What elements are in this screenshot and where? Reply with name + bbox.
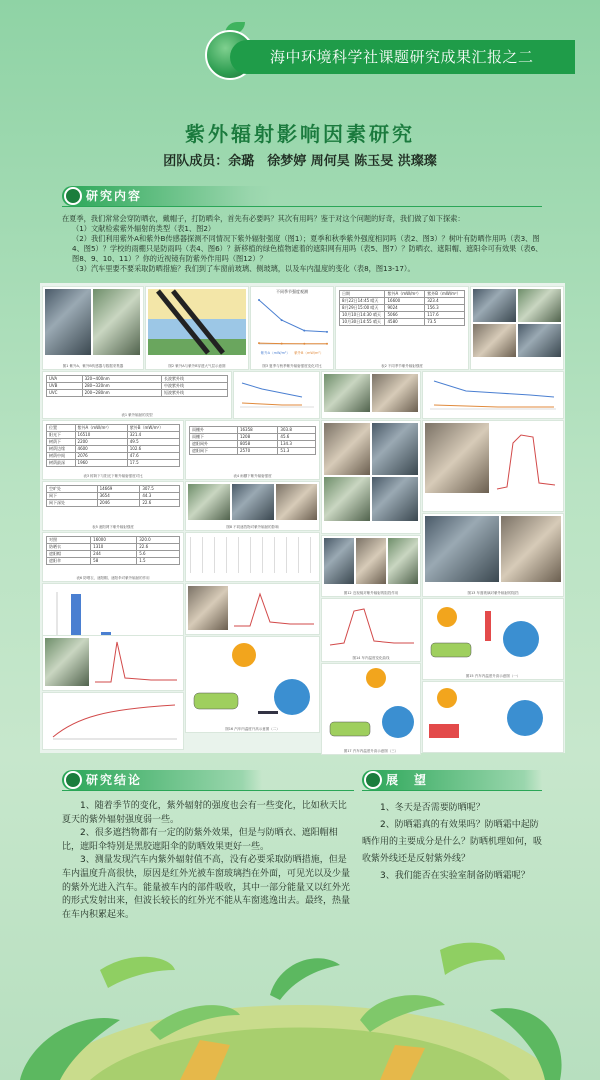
photo [45, 638, 89, 686]
table-cell: 44.3 [140, 493, 180, 500]
greenhouse-diagram [425, 684, 561, 744]
table-cell: UVA [47, 376, 83, 383]
intro-item: （2）我们利用紫外A和紫外B传感器探测不同情况下紫外辐射强度（图1）；夏季和秋季紫外强度相同吗（表2、图3）？树叶有防晒作用吗（表3、图4、图5）？学校的雨棚只是防雨吗（表4、图6）？新移植的绿色植物遮着的遮阳网有用吗（表5、图7）？防晒衣、遮阳帽、遮阳伞可有效果（表6、图8、9、10、11）？你的近视镜有防紫外作用吗（图12）？ [72, 234, 543, 263]
table-cell: 2570 [237, 448, 277, 455]
table-row [47, 544, 180, 551]
table-cell: 73.5 [425, 319, 465, 326]
photo [518, 324, 561, 357]
table-cell: 321.4 [127, 432, 179, 439]
table-row [47, 432, 180, 439]
table-cell: 遮阳伞 [47, 558, 91, 565]
photo [324, 374, 370, 412]
table-cell: 树荫中间 [47, 453, 76, 460]
table-cell: 134.3 [278, 441, 316, 448]
figure-caption: 图13 车窗玻璃对紫外辐射的阻挡 [467, 591, 519, 595]
table-row [47, 390, 228, 397]
table-6 [42, 532, 184, 582]
atmosphere-diagram [148, 289, 246, 355]
photo [388, 538, 418, 584]
table-2 [335, 286, 469, 370]
photo [324, 423, 370, 475]
data-point [281, 319, 283, 321]
table-cell: 17.5 [127, 460, 179, 467]
series-line [259, 300, 327, 332]
conclusion-text [62, 800, 354, 922]
figure-3-chart [250, 286, 334, 370]
outlook-item: 3、我们能否在实验室制备防晒霜呢？ [380, 871, 530, 881]
earth-icon [64, 771, 82, 789]
series-line [259, 343, 327, 344]
table-header: 日期 [340, 291, 385, 298]
table-5 [42, 481, 184, 531]
table-cell: 长波紫外线 [161, 376, 227, 383]
photo [425, 423, 489, 493]
table-cell: 58 [91, 558, 137, 565]
table-cell: 8月29日15:00 晴天 [340, 305, 385, 312]
table-cell: 22.6 [137, 544, 180, 551]
table-cell: 中波紫外线 [161, 383, 227, 390]
table-cell: 320.0 [137, 537, 180, 544]
conclusion-paragraph: 1、随着季节的变化，紫外辐射的强度也会有一些变化，比如秋天比夏天的紫外辐射强度弱一些。 [62, 801, 347, 825]
photo [518, 289, 561, 322]
photo [372, 374, 418, 412]
outlook-item: 1、冬天是否需要防晒呢？ [380, 803, 485, 813]
photo [473, 289, 516, 322]
greenhouse-diagram [188, 639, 317, 719]
table-row [340, 319, 465, 326]
table-cell: 5.6 [137, 551, 180, 558]
shade-net-table [46, 485, 180, 507]
figure-11 [185, 532, 320, 582]
intro-item: （3）汽车里要不要采取防晒措施？我们到了车窗前玻璃、侧玻璃，以及车内温度的变化（表8，图13-17）。 [72, 264, 415, 273]
photo [425, 516, 499, 582]
table-header: 位置 [47, 425, 76, 432]
chart-legend [253, 351, 331, 356]
figure-16 [185, 636, 320, 733]
table-cell: 1310 [91, 544, 137, 551]
figure-caption: 图8 不同遮挡物对紫外辐射的影响 [226, 525, 279, 529]
mini-line-chart [426, 375, 560, 413]
table-row [47, 383, 228, 390]
photo [372, 423, 418, 475]
table-cell: 2046 [97, 500, 140, 507]
table-row [47, 453, 180, 460]
greenhouse-diagram [425, 601, 561, 667]
leaf-decoration [0, 920, 600, 1080]
line-chart [91, 638, 181, 686]
figure-6 [321, 371, 421, 419]
conclusion-paragraph: 2、很多遮挡物都有一定的防紫外效果，但是与防晒衣、遮阳帽相比，遮阳伞特别是黑胶遮阳伞的防晒效果更好一些。 [62, 828, 338, 852]
earth-icon [364, 771, 382, 789]
table-cell: 空旷处 [47, 486, 98, 493]
figure-caption: 图16 汽车内温度升高示意图（二） [225, 727, 280, 731]
table-row [190, 448, 316, 455]
table-cell: 对照 [47, 537, 91, 544]
table-cell: 1208 [237, 434, 277, 441]
figure-caption: 表4 雨棚下紫外辐射强度 [233, 474, 272, 478]
table-cell: 雨棚下 [190, 434, 238, 441]
table-cell: 117.6 [425, 312, 465, 319]
figure-caption: 图17 汽车内温度升高示意图（三） [343, 749, 399, 753]
table-cell: 16358 [237, 427, 277, 434]
intro-paragraph: 在夏季，我们常常会穿防晒衣，戴帽子，打防晒伞，首先有必要吗？其次有用吗？鉴于对这个问题的好奇，我们做了如下探索： [62, 214, 465, 223]
table-row [190, 427, 316, 434]
figure-18 [422, 681, 564, 753]
table-cell: UVB [47, 383, 83, 390]
figure-15 [422, 598, 564, 680]
figure-14 [321, 598, 421, 662]
uv-type-table [46, 375, 228, 397]
table-row [47, 446, 180, 453]
research-section-header [62, 186, 272, 206]
figure-13 [422, 513, 564, 597]
table-cell: 156.3 [425, 305, 465, 312]
line-chart [230, 586, 317, 630]
figure-caption: 表6 防晒衣、遮阳帽、遮阳伞对紫外辐射的作用 [76, 576, 150, 580]
table-header: 紫外B（mW/m²） [425, 291, 465, 298]
table-cell: UVC [47, 390, 83, 397]
team-members: 团队成员：余璐 徐梦婷 周何昊 陈玉旻 洪璨璨 [163, 154, 437, 169]
table-cell: 3654 [97, 493, 140, 500]
photo [324, 477, 370, 521]
research-heading: 研究内容 [86, 189, 143, 203]
outlook-item: 2、防晒霜真的有效果吗？防晒霜中起防晒作用的主要成分是什么？防晒机理如何，吸收紫外线还是反射紫外线？ [362, 820, 543, 864]
table-cell: 320~400nm [82, 376, 161, 383]
data-point [281, 343, 283, 345]
table-1 [42, 371, 232, 419]
table-cell: 树荫最深 [47, 460, 76, 467]
table-row [47, 500, 180, 507]
figure-2 [145, 286, 249, 370]
table-cell: 303.8 [278, 427, 316, 434]
research-intro [62, 214, 544, 274]
shade-table [46, 424, 180, 467]
table-row [47, 486, 180, 493]
figure-7-chart [422, 371, 564, 419]
table-cell: 16510 [75, 432, 127, 439]
figure-car-photo [42, 635, 184, 691]
legend-item: 紫外B（mW/m²） [294, 351, 324, 355]
table-cell: 10月10日14:30 晴天 [340, 312, 385, 319]
line-chart [47, 697, 179, 743]
table-cell: 200~280nm [82, 390, 161, 397]
table-row [47, 493, 180, 500]
table-cell: 22.6 [140, 500, 180, 507]
photo [188, 484, 230, 520]
table-cell: 8月22日14:45 晴天 [340, 298, 385, 305]
table-header: 紫外B（mW/m²） [127, 425, 179, 432]
data-point [303, 343, 305, 345]
table-3 [42, 420, 184, 480]
table-cell: 网下深处 [47, 500, 98, 507]
figure-5-chart [233, 371, 320, 419]
chart-title: 不同季节强度观测 [276, 289, 308, 294]
data-point [326, 343, 328, 345]
photo [372, 477, 418, 521]
table-cell: 280~320nm [82, 383, 161, 390]
figure-caption: 表2 不同季节紫外辐射强度 [381, 364, 423, 368]
conclusion-paragraph: 3、测量发现汽车内紫外辐射值不高，没有必要采取防晒措施，但是车内温度升高很快，原因是红外光被车窗玻璃挡在外面，可见光以及少量的紫外光进入汽车。能量被车内的部件吸收，其中一部分能量又以红外光的形式发射出来，但波长较长的红外光不能从车窗逃逸出去。最终，热量在车内积累起来。 [62, 855, 351, 920]
table-row [47, 558, 180, 565]
figure-8 [185, 481, 320, 531]
divider [362, 790, 542, 791]
table-row [47, 537, 180, 544]
table-header: 紫外A（mW/m²） [385, 291, 425, 298]
figure-caption: 表3 树荫下与阳光下紫外辐射强度对比 [83, 474, 143, 478]
table-row [47, 376, 228, 383]
conclusion-section-header [62, 770, 262, 790]
table-cell: 16000 [91, 537, 137, 544]
photo [276, 484, 317, 520]
table-row [340, 298, 465, 305]
outlook-heading: 展 望 [386, 773, 429, 787]
table-cell: 网下 [47, 493, 98, 500]
temperature-chart [324, 601, 418, 651]
intro-item: （1）文献检索紫外辐射的类型（表1、图2） [72, 224, 216, 233]
table-cell: 51.3 [278, 448, 316, 455]
table-cell: 短波紫外线 [161, 390, 227, 397]
table-cell: 4600 [75, 446, 127, 453]
outlook-section-header [362, 770, 542, 790]
divider [62, 206, 542, 207]
photo [188, 586, 228, 630]
table-row [47, 439, 180, 446]
figure-9 [321, 420, 421, 534]
legend-item: 紫外A（mW/m²） [260, 351, 290, 355]
table-cell: 树荫边缘 [47, 446, 76, 453]
figure-umbrella-chart [185, 583, 320, 635]
greenhouse-diagram [324, 666, 418, 742]
table-cell: 2200 [75, 439, 127, 446]
figure-4 [470, 286, 564, 370]
table-cell: 4580 [385, 319, 425, 326]
table-row [47, 460, 180, 467]
photo [501, 516, 561, 582]
table-row [47, 551, 180, 558]
table-cell: 遮阳帽 [47, 551, 91, 558]
table-cell: 16600 [385, 298, 425, 305]
table-cell: 323.4 [425, 298, 465, 305]
figure-12 [321, 535, 421, 597]
table-cell: 10月30日14:55 晴天 [340, 319, 385, 326]
photo [93, 289, 140, 355]
table-cell: 8058 [237, 441, 277, 448]
table-cell: 2076 [75, 453, 127, 460]
table-cell: 47.6 [127, 453, 179, 460]
divider [62, 790, 354, 791]
table-cell: 1.5 [137, 558, 180, 565]
figure-curve [42, 692, 184, 750]
season-table [339, 290, 465, 326]
table-cell: 102.6 [127, 446, 179, 453]
table-cell: 5066 [385, 312, 425, 319]
table-cell: 307.5 [140, 486, 180, 493]
data-point [303, 330, 305, 332]
figure-caption: 图12 近视镜对紫外辐射的阻挡作用 [343, 591, 399, 595]
table-cell: 9024 [385, 305, 425, 312]
photo [473, 324, 516, 357]
figure-caption: 表1 紫外辐射的类型 [121, 413, 153, 417]
table-cell: 遮阳网下 [190, 448, 238, 455]
table-cell: 244 [91, 551, 137, 558]
photo [232, 484, 274, 520]
table-cell: 雨棚外 [190, 427, 238, 434]
protection-table [46, 536, 180, 565]
table-cell: 防晒衣 [47, 544, 91, 551]
figure-10 [422, 420, 564, 512]
table-cell: 遮阳网外 [190, 441, 238, 448]
data-point [326, 331, 328, 333]
table-cell: 1960 [75, 460, 127, 467]
text-block [190, 537, 315, 573]
figure-caption: 表5 遮阳网下紫外辐射强度 [92, 525, 134, 529]
mini-line-chart [236, 375, 316, 411]
figure-1 [42, 286, 144, 370]
data-point [258, 299, 260, 301]
table-cell: 49.5 [127, 439, 179, 446]
transmission-chart [493, 423, 559, 493]
banner-title: 海中环境科学社课题研究成果汇报之二 [270, 48, 534, 66]
photo [324, 538, 354, 584]
canopy-table [189, 426, 316, 455]
table-cell: 45.6 [278, 434, 316, 441]
figure-17 [321, 663, 421, 755]
figure-caption: 图2 紫外A与紫外B穿透大气层示意图 [168, 364, 226, 368]
table-row [190, 441, 316, 448]
photo [45, 289, 91, 355]
table-header: 紫外A（mW/m²） [75, 425, 127, 432]
figure-caption: 图1 紫外A、紫外B传感器与数据采集器 [62, 364, 124, 368]
figure-caption: 图14 车内温度变化曲线 [352, 656, 390, 660]
conclusion-heading: 研究结论 [86, 773, 143, 787]
table-row [340, 312, 465, 319]
table-4 [185, 420, 320, 480]
table-cell: 树荫下 [47, 439, 76, 446]
photo [356, 538, 386, 584]
table-row [190, 434, 316, 441]
data-point [258, 342, 260, 344]
page-title: 紫外辐射影响因素研究 [185, 122, 415, 146]
earth-icon [64, 187, 82, 205]
figure-caption: 图3 夏季与秋季紫外辐射强度变化对比 [262, 364, 322, 368]
outlook-list [362, 800, 542, 885]
figure-caption: 图15 汽车内温度升高示意图（一） [465, 674, 521, 678]
table-cell: 14669 [97, 486, 140, 493]
season-line-chart [253, 296, 331, 350]
table-cell: 阳光下 [47, 432, 76, 439]
table-row [340, 305, 465, 312]
